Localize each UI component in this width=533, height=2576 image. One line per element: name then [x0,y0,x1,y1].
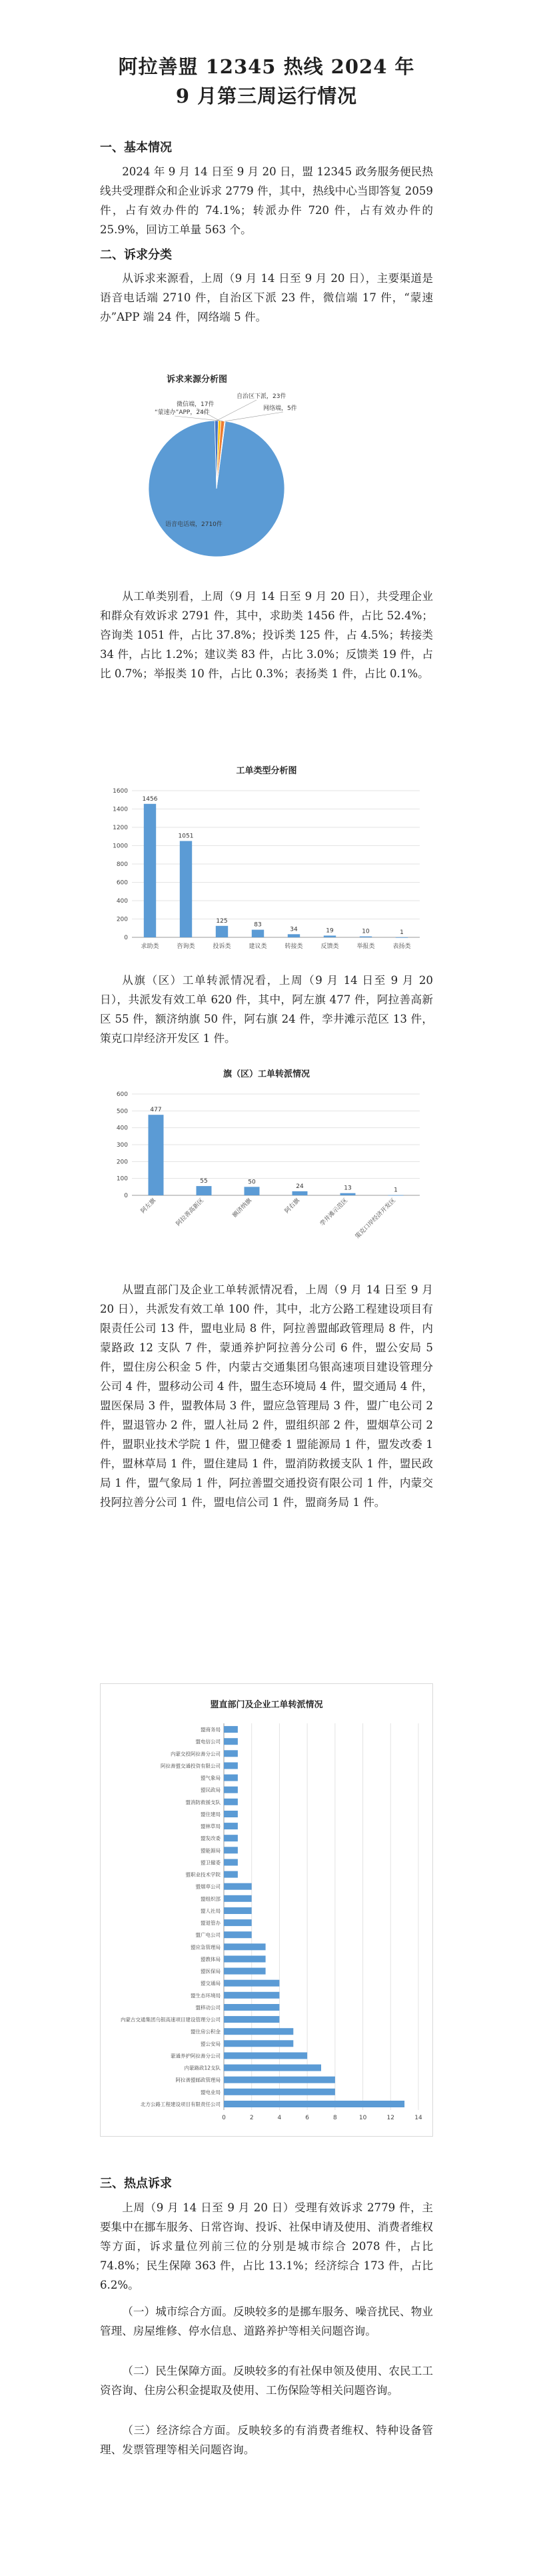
dept-category-label-29: 内蒙交投阿拉善分公司 [171,1751,221,1757]
y-tick-label-8: 1600 [113,788,128,795]
dept-bar-9 [224,1992,279,1999]
category-label-0: 求助类 [141,943,159,950]
source-pie-svg [100,369,433,569]
bar-value-label-4: 34 [290,926,298,933]
bar-1 [180,841,192,938]
type-bar-chart [100,759,433,959]
bar-value-label-0: 1456 [142,795,158,803]
document-title-line2: 9 月第三周运行情况 [175,85,358,107]
bar-value-label-4: 13 [344,1185,352,1192]
dept-bar-12 [224,1956,266,1963]
bar-value-label-7: 1 [400,929,404,936]
dept-bar-30 [224,1738,238,1745]
x-tick-label-6: 12 [386,2115,395,2121]
category-label-1: 阿拉善高新区 [175,1197,206,1228]
bar-1 [197,1186,212,1195]
x-tick-label-2: 4 [277,2115,282,2121]
dept-bar-26 [224,1787,238,1793]
dept-bar-15 [224,1919,252,1926]
paragraph-region: 从旗（区）工单转派情况看，上周（9 月 14 日至 9 月 20 日），共派发有效工单 620 件，其中，阿左旗 477 件，阿拉善高新区 55 件，额济纳旗 50 件，阿右旗 24 件，孪井滩示范区 13 件，策克口岸经济开发区 1 件。 [100,974,433,1045]
pie-label-4: 网络端，5件 [263,405,297,412]
dept-category-label-11: 盟医保局 [201,1968,221,1975]
dept-bar-3 [224,2065,321,2071]
bar-5 [324,935,336,937]
dept-category-label-5: 盟公安局 [201,2041,221,2047]
dept-category-label-13: 盟应急管理局 [191,1944,221,1951]
category-label-5: 反馈类 [320,943,339,950]
paragraph-hot-city: （一）城市综合方面。反映较多的是挪车服务、噪音扰民、物业管理、房屋维修、停水信息、道路养护等相关问题咨询。 [100,2305,433,2337]
type-bar-svg [100,759,433,959]
y-tick-label-7: 1400 [113,806,128,813]
x-tick-label-3: 6 [305,2115,310,2121]
y-tick-label-1: 100 [116,1175,128,1183]
dept-category-label-2: 阿拉善盟邮政管理局 [175,2077,221,2083]
region-chart-title: 旗（区）工单转派情况 [223,1069,310,1079]
dept-bar-0 [224,2101,404,2107]
dept-bar-19 [224,1871,238,1878]
category-label-1: 咨询类 [177,943,195,950]
source-pie-chart [100,369,433,569]
category-label-7: 表扬类 [392,943,411,950]
y-tick-label-5: 1000 [113,843,128,850]
paragraph-hot-livelihood: （二）民生保障方面。反映较多的有社保申领及使用、农民工工资咨询、住房公积金提取及使用、工伤保险等相关问题咨询。 [100,2365,433,2397]
dept-category-label-9: 盟生态环境局 [191,1992,221,1999]
bar-4 [288,934,300,937]
region-bar-chart [100,1062,433,1262]
dept-category-label-25: 盟消防救援支队 [185,1799,221,1805]
department-bar-svg [100,1683,433,2137]
x-tick-label-4: 8 [332,2115,337,2121]
dept-bar-13 [224,1943,266,1950]
dept-bar-10 [224,1980,279,1987]
dept-category-label-28: 阿拉善盟交通投资有限公司 [161,1763,221,1769]
dept-category-label-19: 盟职业技术学院 [185,1871,221,1878]
bar-value-label-5: 1 [394,1187,398,1194]
category-label-4: 孪井滩示范区 [318,1197,350,1228]
pie-label-1: 自治区下派，23件 [237,393,286,400]
dept-bar-14 [224,1931,252,1938]
bar-2 [245,1187,260,1195]
dept-bar-18 [224,1883,252,1890]
bar-value-label-3: 83 [254,921,262,929]
dept-bar-24 [224,1811,238,1817]
dept-bar-11 [224,1968,266,1975]
category-label-5: 策克口岸经济开发区 [354,1197,398,1241]
dept-category-label-1: 盟电业局 [201,2089,221,2095]
department-chart-title: 盟直部门及企业工单转派情况 [210,1700,323,1710]
dept-bar-27 [224,1775,238,1781]
y-tick-label-6: 600 [116,1091,128,1098]
dept-category-label-16: 盟人社局 [201,1907,221,1914]
category-label-6: 举报类 [356,943,375,950]
pie-chart-title: 诉求来源分析图 [167,375,228,385]
section-heading-category: 二、诉求分类 [100,248,172,262]
dept-category-label-20: 盟卫健委 [201,1859,221,1866]
dept-category-label-27: 盟气象局 [201,1775,221,1781]
dept-category-label-22: 盟发改委 [201,1835,221,1842]
x-tick-label-0: 0 [222,2115,226,2121]
dept-bar-22 [224,1835,238,1841]
paragraph-department: 从盟直部门及企业工单转派情况看，上周（9 月 14 日至 9 月 20 日），共派发有效工单 100 件，其中，北方公路工程建设项目有限责任公司 13 件，盟电业局 8 件，阿拉善盟邮政管理局 8 件，内蒙路政 12 支队 7 件，蒙通养护阿拉善分公司 6 件，盟公安局 5 件，盟住房公积金 5 件，内蒙古交通集团乌银高速项目建设管理分公司 4 件，盟移动公司 4 件，盟生态环境局 4 件，盟交通局 4 件，盟医保局 3 件，盟教体局 3 件，盟应急管理局 3 件，盟广电公司 2 件，盟退管办 2 件，盟人社局 2 件，盟组织部 2 件，盟烟草公司 2 件，盟职业技术学院 1 件，盟卫健委 1 盟能源局 1 件，盟发改委 1 件，盟林草局 1 件，盟住建局 1 件，盟消防救援支队 1 件，盟民政局 1 件，盟气象局 1 件，阿拉善盟交通投资有限公司 1 件，内蒙交投阿拉善分公司 1 件，盟电信公司 1 件，盟商务局 1 件。 [100,1283,433,1509]
bar-0 [144,804,156,937]
category-label-3: 建议类 [249,943,267,950]
category-label-0: 阿左旗 [139,1197,158,1215]
dept-bar-4 [224,2053,307,2059]
x-tick-label-7: 14 [414,2115,422,2121]
bar-3 [292,1191,308,1195]
bar-value-label-0: 477 [150,1107,162,1114]
dept-category-label-7: 内蒙古交通集团乌银高速项目建设管理分公司 [121,2017,221,2023]
region-bar-svg [100,1062,433,1262]
category-label-4: 转接类 [284,943,303,950]
paragraph-source: 从诉求来源看，上周（9 月 14 日至 9 月 20 日），主要渠道是语音电话端 2710 件，自治区下派 23 件，微信端 17 件，“蒙速办”APP 端 24 件，网络端 5 件。 [100,272,433,323]
dept-category-label-24: 盟住建局 [201,1811,221,1817]
dept-category-label-8: 盟移动公司 [195,2004,221,2011]
dept-category-label-10: 盟交通局 [201,1980,221,1987]
bar-5 [388,1195,404,1196]
dept-bar-25 [224,1799,238,1805]
pie-label-2: 微信端，17件 [177,401,215,408]
bar-value-label-1: 55 [200,1178,208,1185]
pie-label-3: “蒙速办”APP，24件 [155,409,210,416]
dept-category-label-15: 盟退管办 [201,1920,221,1927]
category-label-2: 投诉类 [213,943,231,950]
dept-category-label-6: 盟住房公积金 [191,2029,221,2035]
dept-bar-23 [224,1823,238,1829]
bar-value-label-6: 10 [362,928,370,935]
y-tick-label-3: 600 [116,879,128,887]
dept-category-label-0: 北方公路工程建设项目有限责任公司 [141,2101,221,2107]
dept-category-label-23: 盟林草局 [201,1823,221,1830]
bar-4 [340,1193,356,1195]
dept-bar-16 [224,1907,252,1914]
category-label-2: 额济纳旗 [231,1197,254,1219]
bar-0 [149,1115,164,1195]
dept-bar-29 [224,1750,238,1757]
y-tick-label-1: 200 [116,916,128,923]
bar-2 [216,926,228,937]
dept-bar-20 [224,1859,238,1866]
dept-bar-8 [224,2004,279,2011]
dept-bar-31 [224,1726,238,1733]
pie-label-0: 语音电话端，2710件 [165,521,223,528]
department-bar-chart [100,1683,433,2137]
dept-bar-21 [224,1847,238,1853]
category-label-3: 阿右旗 [283,1197,302,1215]
x-tick-label-1: 2 [249,2115,254,2121]
dept-category-label-4: 蒙通养护阿拉善分公司 [171,2053,221,2059]
paragraph-hot-economy: （三）经济综合方面。反映较多的有消费者维权、特种设备管理、发票管理等相关问题咨询。 [100,2424,433,2456]
dept-bar-2 [224,2077,335,2083]
bar-value-label-2: 50 [248,1179,256,1186]
dept-category-label-21: 盟能源局 [201,1847,221,1854]
dept-bar-1 [224,2089,335,2095]
dept-category-label-14: 盟广电公司 [195,1932,221,1939]
dept-bar-28 [224,1763,238,1769]
bar-3 [252,930,264,937]
dept-bar-6 [224,2028,293,2035]
bar-value-label-2: 125 [216,917,228,925]
dept-bar-5 [224,2040,293,2047]
dept-category-label-31: 盟商务局 [201,1727,221,1733]
dept-category-label-18: 盟烟草公司 [195,1883,221,1890]
dept-category-label-12: 盟教体局 [201,1956,221,1963]
type-chart-title: 工单类型分析图 [236,766,297,776]
paragraph-basic-summary: 2024 年 9 月 14 日至 9 月 20 日，盟 12345 政务服务便民热线共受理群众和企业诉求 2779 件，其中，热线中心当即答复 2059 件，占有效办件的 74.1%；转派办件 720 件，占有效办件的 25.9%，回访工单量 563 个。 [100,165,433,236]
bar-value-label-5: 19 [326,927,334,935]
paragraph-hot-summary: 上周（9 月 14 日至 9 月 20 日）受理有效诉求 2779 件，主要集中在挪车服务、日常咨询、投诉、社保申请及使用、消费者维权等方面，诉求量位列前三位的分别是城市综合 2078 件，占比 74.8%；民生保障 363 件，占比 13.1%；经济综合 173 件，占比 6.2%。 [100,2201,433,2291]
y-tick-label-0: 0 [124,935,128,941]
x-tick-label-5: 10 [358,2115,367,2121]
y-tick-label-2: 200 [116,1159,128,1166]
dept-category-label-17: 盟组织部 [201,1895,221,1902]
y-tick-label-6: 1200 [113,825,128,831]
document-title-line1: 阿拉善盟 12345 热线 2024 年 [118,55,415,78]
y-tick-label-4: 400 [116,1125,128,1132]
y-tick-label-0: 0 [124,1193,128,1199]
pie-leader-4 [225,412,283,421]
dept-bar-7 [224,2016,279,2023]
dept-bar-17 [224,1895,252,1902]
bar-7 [396,937,408,938]
dept-category-label-26: 盟民政局 [201,1787,221,1793]
y-tick-label-3: 300 [116,1142,128,1149]
y-tick-label-5: 500 [116,1108,128,1115]
y-tick-label-2: 400 [116,898,128,905]
section-heading-hot: 三、热点诉求 [100,2177,172,2191]
dept-category-label-3: 内蒙路政12支队 [184,2065,221,2071]
bar-value-label-1: 1051 [178,833,194,840]
paragraph-type: 从工单类别看，上周（9 月 14 日至 9 月 20 日），共受理企业和群众有效诉求 2791 件，其中，求助类 1456 件，占比 52.4%；咨询类 1051 件，占比 37.8%；投诉类 125 件，占 4.5%；转接类 34 件，占比 1.2%；建议类 83 件，占比 3.0%；反馈类 19 件，占比 0.7%；举报类 10 件，占比 0.3%；表扬类 1 件，占比 0.1%。 [100,590,433,680]
pie-leader-1 [217,400,257,421]
y-tick-label-4: 800 [116,861,128,868]
section-heading-basic: 一、基本情况 [100,141,172,155]
dept-category-label-30: 盟电信公司 [195,1739,221,1745]
bar-value-label-3: 24 [296,1183,304,1190]
